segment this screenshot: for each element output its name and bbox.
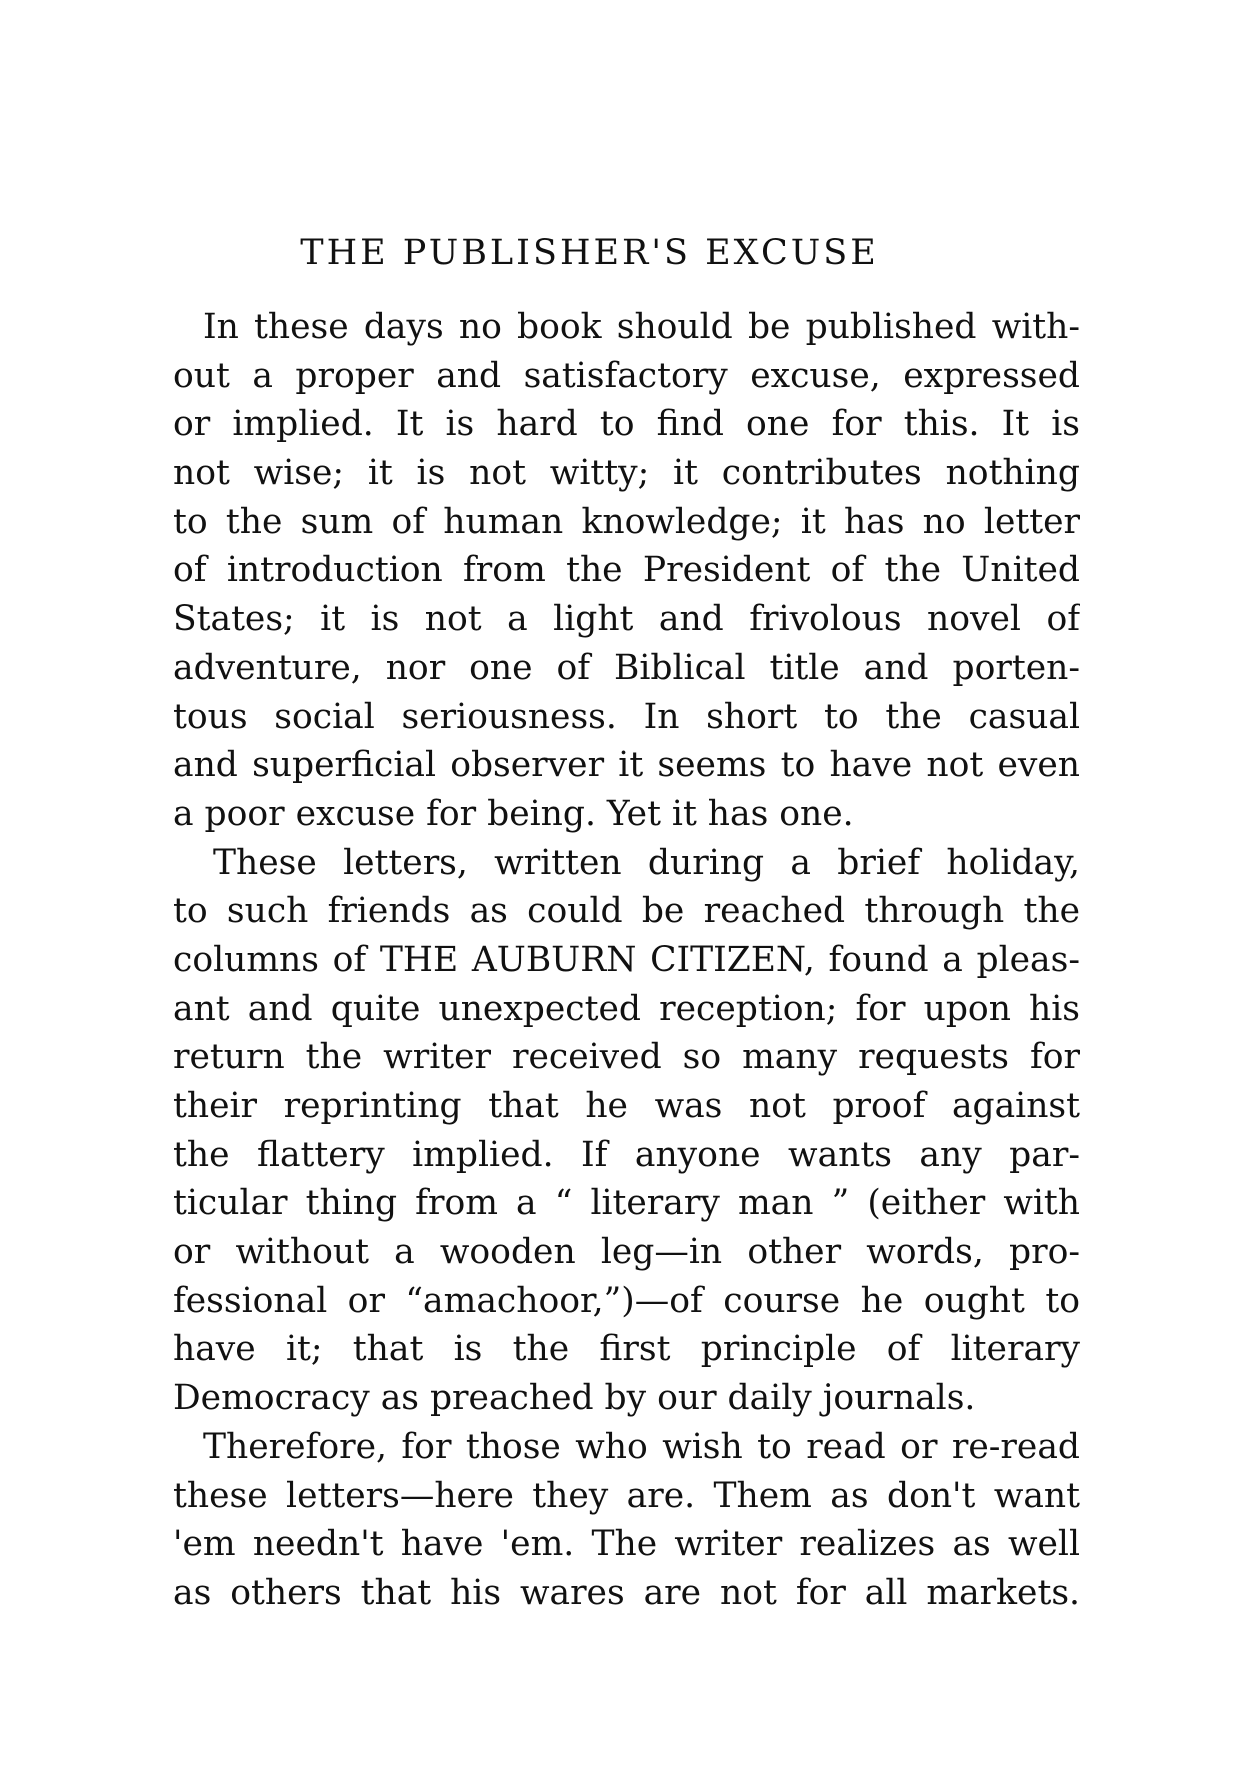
text-line: 'em needn't have 'em. The writer realizes as well	[173, 1524, 1080, 1565]
text-line: In these days no book should be published with-	[203, 307, 1080, 347]
text-line: columns of THE AUBURN CITIZEN, found a pleas-	[173, 939, 1080, 980]
text-line: tous social seriousness. In short to the casual	[173, 696, 1080, 737]
text-line: to such friends as could be reached through the	[173, 891, 1080, 932]
text-line: adventure, nor one of Biblical title and porten-	[173, 647, 1080, 688]
text-line: to the sum of human knowledge; it has no letter	[173, 501, 1080, 542]
text-line: as others that his wares are not for all markets.	[173, 1572, 1080, 1613]
page-title	[0, 233, 1259, 273]
page-body	[173, 303, 1080, 1618]
text-line: or implied. It is hard to find one for this. It is	[173, 404, 1080, 445]
text-line: return the writer received so many requests for	[173, 1037, 1080, 1078]
text-line: the flattery implied. If anyone wants any par-	[173, 1134, 1080, 1175]
text-line: or without a wooden leg—in other words, pro-	[173, 1232, 1080, 1273]
text-line: these letters—here they are. Them as don't want	[173, 1475, 1080, 1516]
text-line: not wise; it is not witty; it contributes nothing	[173, 453, 1080, 494]
text-line: and superficial observer it seems to have not even	[173, 745, 1080, 786]
text-line: fessional or “amachoor,”)—of course he ought to	[173, 1280, 1080, 1321]
text-line: their reprinting that he was not proof against	[173, 1086, 1080, 1126]
text-line: a poor excuse for being. Yet it has one.	[173, 793, 854, 834]
text-line: ant and quite unexpected reception; for upon his	[173, 988, 1080, 1029]
text-line: have it; that is the first principle of literary	[173, 1329, 1080, 1370]
text-line: These letters, written during a brief holiday,	[213, 842, 1080, 883]
text-line: ticular thing from a “ literary man ” (either with	[173, 1183, 1080, 1224]
text-line: Therefore, for those who wish to read or re-read	[203, 1426, 1080, 1467]
text-line: out a proper and satisfactory excuse, expressed	[173, 355, 1080, 396]
page-title-text: THE PUBLISHER'S EXCUSE	[300, 233, 879, 273]
paragraph-2	[173, 839, 1080, 1423]
text-line: States; it is not a light and frivolous novel of	[173, 599, 1080, 640]
text-line: of introduction from the President of the United	[173, 550, 1080, 591]
paragraph-3	[173, 1423, 1080, 1618]
paragraph-1	[173, 303, 1080, 839]
text-line: Democracy as preached by our daily journals.	[173, 1378, 976, 1419]
